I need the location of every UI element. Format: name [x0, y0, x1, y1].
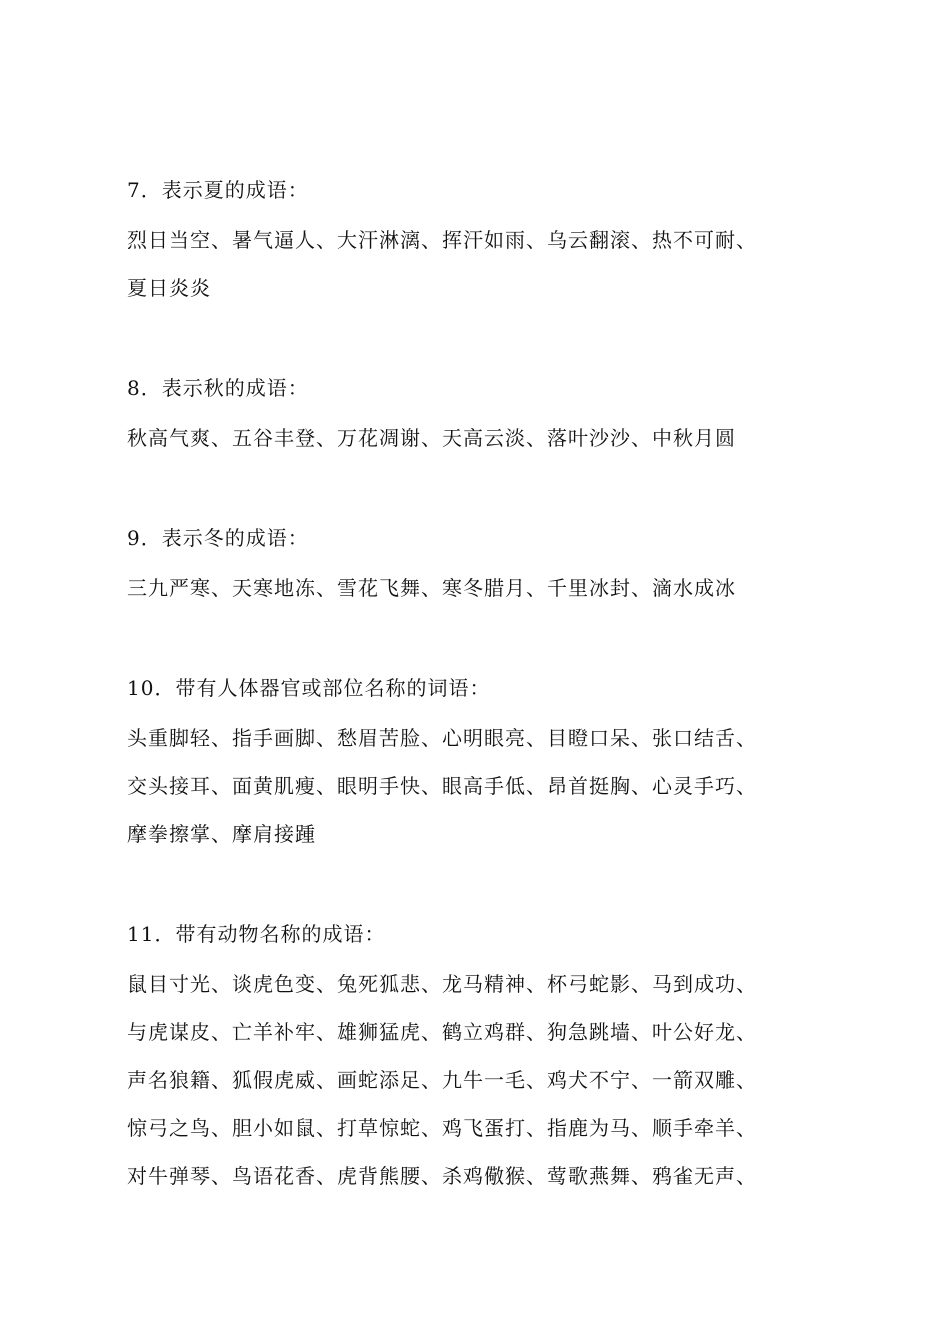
- idiom-line: 秋高气爽、五谷丰登、万花凋谢、天高云淡、落叶沙沙、中秋月圆: [127, 426, 736, 450]
- section-summer: [127, 166, 827, 312]
- section-heading: 8．表示秋的成语：: [127, 376, 309, 400]
- idiom-line: 声名狼籍、狐假虎威、画蛇添足、九牛一毛、鸡犬不宁、一箭双雕、: [127, 1068, 757, 1092]
- section-heading: 7．表示夏的成语：: [127, 178, 309, 202]
- section-winter: [127, 514, 827, 612]
- section-heading: 10．带有人体器官或部位名称的词语：: [127, 676, 491, 700]
- idiom-line: 惊弓之鸟、胆小如鼠、打草惊蛇、鸡飞蛋打、指鹿为马、顺手牵羊、: [127, 1116, 757, 1140]
- idiom-line: 三九严寒、天寒地冻、雪花飞舞、寒冬腊月、千里冰封、滴水成冰: [127, 576, 736, 600]
- section-body-parts: [127, 664, 827, 858]
- idiom-line: 摩拳擦掌、摩肩接踵: [127, 822, 316, 846]
- section-autumn: [127, 364, 827, 462]
- idiom-line: 头重脚轻、指手画脚、愁眉苦脸、心明眼亮、目瞪口呆、张口结舌、: [127, 726, 757, 750]
- document-content: [127, 166, 827, 1252]
- idiom-line: 对牛弹琴、鸟语花香、虎背熊腰、杀鸡儆猴、莺歌燕舞、鸦雀无声、: [127, 1164, 757, 1188]
- idiom-line: 鼠目寸光、谈虎色变、兔死狐悲、龙马精神、杯弓蛇影、马到成功、: [127, 972, 757, 996]
- section-heading: 11．带有动物名称的成语：: [127, 922, 386, 946]
- idiom-line: 与虎谋皮、亡羊补牢、雄狮猛虎、鹤立鸡群、狗急跳墙、叶公好龙、: [127, 1020, 757, 1044]
- section-heading: 9．表示冬的成语：: [127, 526, 309, 550]
- idiom-line: 夏日炎炎: [127, 276, 211, 300]
- section-animals: [127, 910, 827, 1200]
- idiom-line: 交头接耳、面黄肌瘦、眼明手快、眼高手低、昂首挺胸、心灵手巧、: [127, 774, 757, 798]
- idiom-line: 烈日当空、暑气逼人、大汗淋漓、挥汗如雨、乌云翻滚、热不可耐、: [127, 228, 757, 252]
